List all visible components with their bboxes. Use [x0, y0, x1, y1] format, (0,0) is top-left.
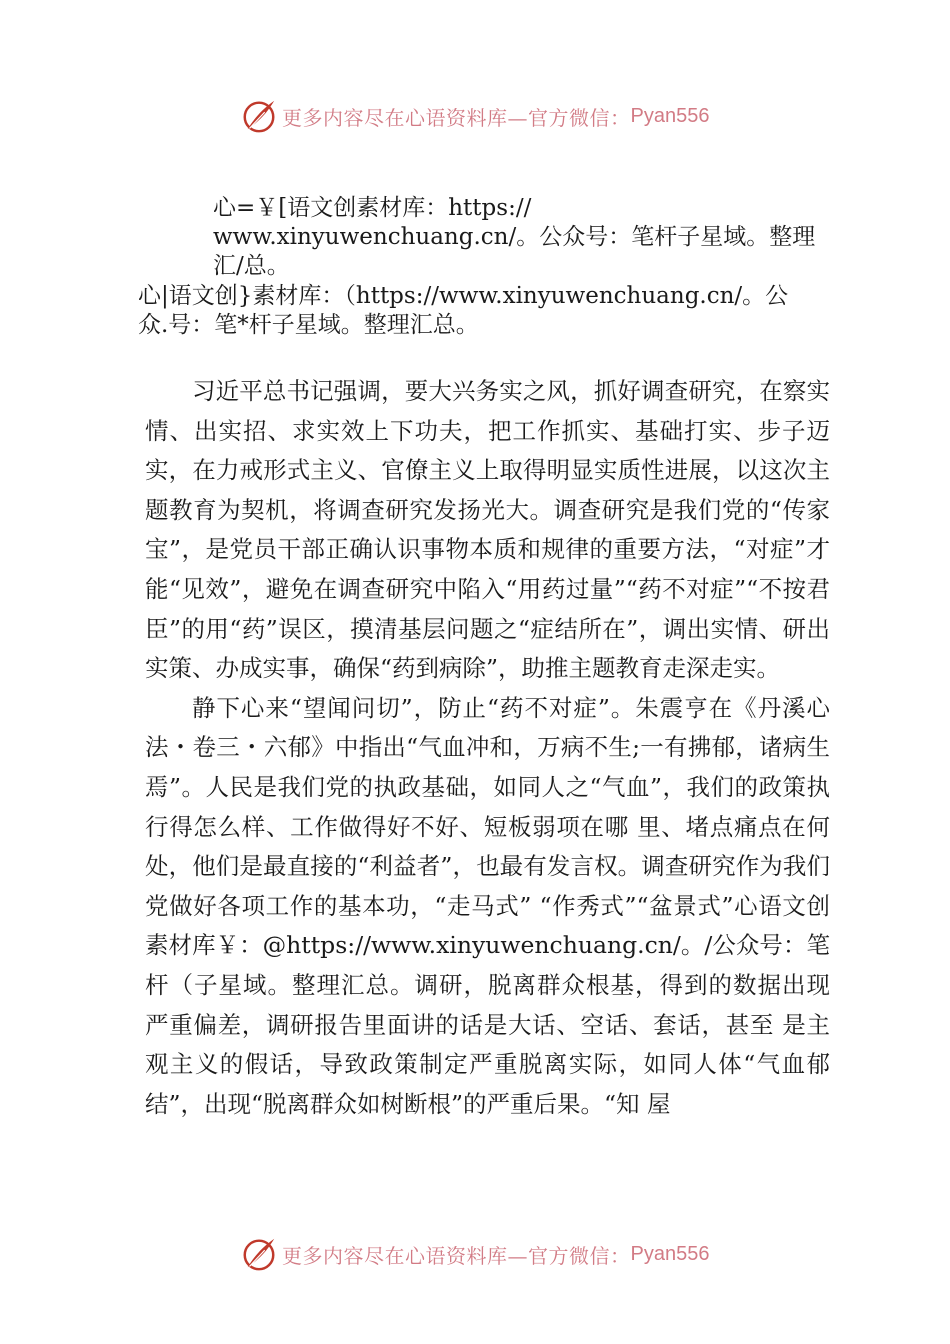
banner-wechat-id: Pyan556 [630, 1242, 710, 1265]
footer-banner [240, 1232, 760, 1276]
article-body [145, 372, 830, 1124]
watermark-line: 汇/总。 [213, 253, 290, 279]
quill-logo-icon [240, 1235, 278, 1273]
paragraph: 习近平总书记强调，要大兴务实之风，抓好调查研究，在察实情、出实招、求实效上下功夫，把工作抓实、基础打实、步子迈实，在力戒形式主义、官僚主义上取得明显实质性进展，以这次主题教育为契机，将调查研究发扬光大。调查研究是我们党的“传家宝”，是党员干部正确认识事物本质和规律的重要方法，“对症”才能“见效”，避免在调查研究中陷入“用药过量”“药不对症”“不按君臣”的用“药”误区，摸清基层问题之“症结所在”，调出实情、研出实策、办成实事，确保“药到病除”，助推主题教育走深走实。 [145, 377, 830, 683]
banner-text: 更多内容尽在心语资料库—官方微信： [282, 1243, 631, 1268]
paragraph: 静下心来“望闻问切”，防止“药不对症”。朱震亨在《丹溪心法・卷三・六郁》中指出“气血冲和，万病不生;一有拂郁，诸病生焉”。人民是我们党的执政基础，如同人之“气血”，我们的政策执行得怎么样、工作做得好不好、短板弱项在哪 里、堵点痛点在何处，他们是最直接的“利益者”，也最有发言权。调查研究作为我们党做好各项工作的基本功，“走马式” “作秀式”“盆景式”心语文创素材库￥：@https://www.xinyuwenchuang.cn/。/公众号：笔杆（子星域。整理汇总。调研，脱离群众根基，得到的数据出现 严重偏差，调研报告里面讲的话是大话、空话、套话，甚至 是主观主义的假话，导致政策制定严重脱离实际，如同人体“气血郁结”，出现“脱离群众如树断根”的严重后果。“知 屋 [145, 693, 830, 1118]
header-banner [240, 94, 760, 138]
watermark-line: 心=￥[语文创素材库：https:// [213, 195, 532, 221]
watermark-block-2 [138, 282, 788, 340]
watermark-line: 心|语文创}素材库：（https://www.xinyuwenchuang.cn/。公 [138, 283, 789, 309]
watermark-line: 众.号：笔*杆子星域。整理汇总。 [138, 312, 479, 338]
banner-text: 更多内容尽在心语资料库—官方微信： [282, 105, 631, 130]
quill-logo-icon [240, 97, 278, 135]
banner-wechat-id: Pyan556 [630, 104, 710, 127]
watermark-block-1 [213, 194, 815, 281]
watermark-line: www.xinyuwenchuang.cn/。公众号：笔杆子星域。整理 [213, 224, 816, 250]
